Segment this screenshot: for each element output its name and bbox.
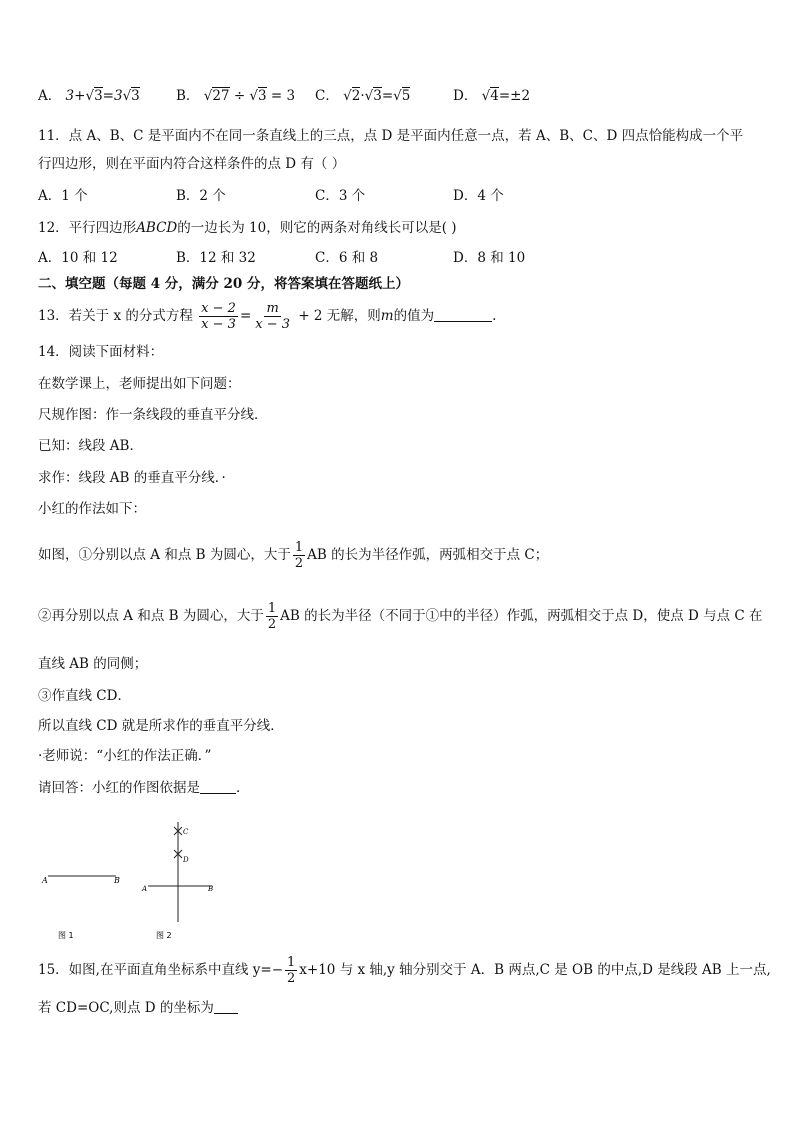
q14-l13-text: 请回答：小红的作图依据是 xyxy=(38,780,200,796)
answer-blank[interactable] xyxy=(214,999,238,1014)
q14-l5: 求作：线段 AB 的垂直平分线．· xyxy=(38,470,226,486)
option-c xyxy=(315,86,410,106)
denominator: 2 xyxy=(267,617,277,632)
sqrt-sign xyxy=(393,88,402,104)
q15-post: x+10 与 x 轴,y 轴分别交于 A．B 两点,C 是 OB 的中点,D 是线段 AB 上一点, xyxy=(299,962,771,978)
q12-name: ABCD xyxy=(136,220,178,236)
q14-l13 xyxy=(38,778,250,798)
q14-l3: 尺规作图：作一条线段的垂直平分线． xyxy=(38,407,268,423)
radicand: 3 xyxy=(131,88,140,104)
q12-option-c: C．6 和 8 xyxy=(315,250,379,266)
radicand: 3 xyxy=(258,88,267,104)
denominator: 2 xyxy=(294,556,304,571)
equals: = xyxy=(239,308,252,324)
q14-l8-post: AB 的长为半径（不同于①中的半径）作弧，两弧相交于点 D，使点 D 与点 C 在 xyxy=(280,608,763,624)
q13-prefix: 13．若关于 x 的分式方程 xyxy=(38,308,193,324)
radicand: 5 xyxy=(401,88,411,104)
q13-stem xyxy=(38,298,496,334)
q11-option-b: B．2 个 xyxy=(176,188,226,204)
q14-l12: ·老师说：“小红的作法正确．” xyxy=(38,748,212,764)
q14-l4: 已知：线段 AB． xyxy=(38,438,143,454)
sqrt-sign xyxy=(249,88,258,104)
q14-l10: ③作直线 CD． xyxy=(38,688,131,704)
q12-prefix: 12．平行四边形 xyxy=(38,220,137,236)
radicand: 3 xyxy=(94,88,103,104)
q14-l2: 在数学课上，老师提出如下问题： xyxy=(38,376,241,392)
option-label: A． xyxy=(38,88,62,104)
q14-l7-pre: 如图，①分别以点 A 和点 B 为圆心，大于 xyxy=(38,547,291,563)
q11-line2: 行四边形，则在平面内符合这样条件的点 D 有（ ） xyxy=(38,156,346,172)
q13-var: m xyxy=(380,308,394,324)
option-b xyxy=(176,86,295,106)
fig2-caption: 图 2 xyxy=(156,931,172,940)
q14-l7 xyxy=(38,537,548,573)
q14-l8-pre: ②再分别以点 A 和点 B 为圆心，大于 xyxy=(38,608,264,624)
fig2-label-a: A xyxy=(142,885,148,893)
half-fraction xyxy=(293,540,305,571)
q11-option-d: D．4 个 xyxy=(453,188,504,204)
fig1-caption: 图 1 xyxy=(58,931,74,940)
math-text: =±2 xyxy=(498,88,531,104)
q14-l11: 所以直线 CD 就是所求作的垂直平分线． xyxy=(38,718,284,734)
q15-line2-text: 若 CD=OC,则点 D 的坐标为 xyxy=(38,1000,214,1016)
fig1-label-b: B xyxy=(114,876,120,885)
q15-fraction xyxy=(285,955,297,986)
fraction-1 xyxy=(199,301,238,332)
q13-end: . xyxy=(492,308,497,324)
q15-pre: 15．如图,在平面直角坐标系中直线 y=− xyxy=(38,962,284,978)
q14-l13-end: ． xyxy=(236,780,250,796)
answer-blank[interactable] xyxy=(200,779,236,794)
q12-option-d: D．8 和 10 xyxy=(453,250,526,266)
math-text: = 3 xyxy=(270,88,296,104)
fig2-label-d: D xyxy=(183,856,189,864)
q14-l1: 14．阅读下面材料： xyxy=(38,344,164,360)
numerator: m xyxy=(266,301,279,316)
q12-stem xyxy=(38,218,457,238)
sqrt-sign xyxy=(343,88,352,104)
q14-l6: 小红的作法如下： xyxy=(38,501,146,517)
q13-suffix: 的值为 xyxy=(393,308,435,324)
q12-option-b: B．12 和 32 xyxy=(176,250,256,266)
denominator: x − 3 xyxy=(201,317,236,332)
math-op: ÷ xyxy=(233,88,246,104)
option-a xyxy=(38,86,140,106)
q12-option-a: A．10 和 12 xyxy=(38,250,118,266)
radicand: 27 xyxy=(212,88,230,104)
q15-line2 xyxy=(38,998,238,1018)
sqrt-sign xyxy=(123,88,132,104)
q12-suffix: 的一边长为 10，则它的两条对角线长可以是( ) xyxy=(177,220,457,236)
q11-line1: 11．点 A、B、C 是平面内不在同一条直线上的三点，点 D 是平面内任意一点，若 A、B、C、D 四点恰能构成一个平 xyxy=(38,128,744,144)
option-d xyxy=(453,86,530,106)
option-label: C． xyxy=(315,88,339,104)
numerator: 1 xyxy=(267,601,277,616)
math-text: = xyxy=(381,88,394,104)
math-text: 3+ xyxy=(65,88,86,104)
fig1-label-a: A xyxy=(42,876,48,885)
radicand: 2 xyxy=(351,88,361,104)
numerator: x − 2 xyxy=(201,301,236,316)
q13-middle: + 2 无解，则 xyxy=(298,308,381,324)
sqrt-sign xyxy=(85,88,94,104)
q11-option-a: A．1 个 xyxy=(38,188,88,204)
section-heading: 二、填空题（每题 4 分，满分 20 分，将答案填在答题纸上） xyxy=(38,276,409,292)
denominator: x − 3 xyxy=(255,317,291,332)
q15-line1 xyxy=(38,952,771,988)
option-label: B． xyxy=(176,88,200,104)
fig2-label-b: B xyxy=(208,885,214,893)
half-fraction xyxy=(266,601,278,632)
sqrt-sign xyxy=(482,88,491,104)
fig2-label-c: C xyxy=(183,828,189,836)
option-label: D． xyxy=(453,88,478,104)
q14-l9: 直线 AB 的同侧； xyxy=(38,656,148,672)
answer-blank[interactable] xyxy=(434,307,492,322)
math-text: =3 xyxy=(102,88,123,104)
math-op: · xyxy=(360,88,365,104)
denominator: 2 xyxy=(287,971,296,986)
sqrt-sign xyxy=(365,88,374,104)
numerator: 1 xyxy=(287,955,296,970)
numerator: 1 xyxy=(294,540,304,555)
q14-l8 xyxy=(38,598,763,634)
q11-option-c: C．3 个 xyxy=(315,188,366,204)
radicand: 3 xyxy=(373,88,382,104)
radicand: 4 xyxy=(490,88,499,104)
fraction-2 xyxy=(253,301,292,332)
construction-figures xyxy=(36,812,236,944)
q14-l7-post: AB 的长为半径作弧，两弧相交于点 C； xyxy=(307,547,549,563)
